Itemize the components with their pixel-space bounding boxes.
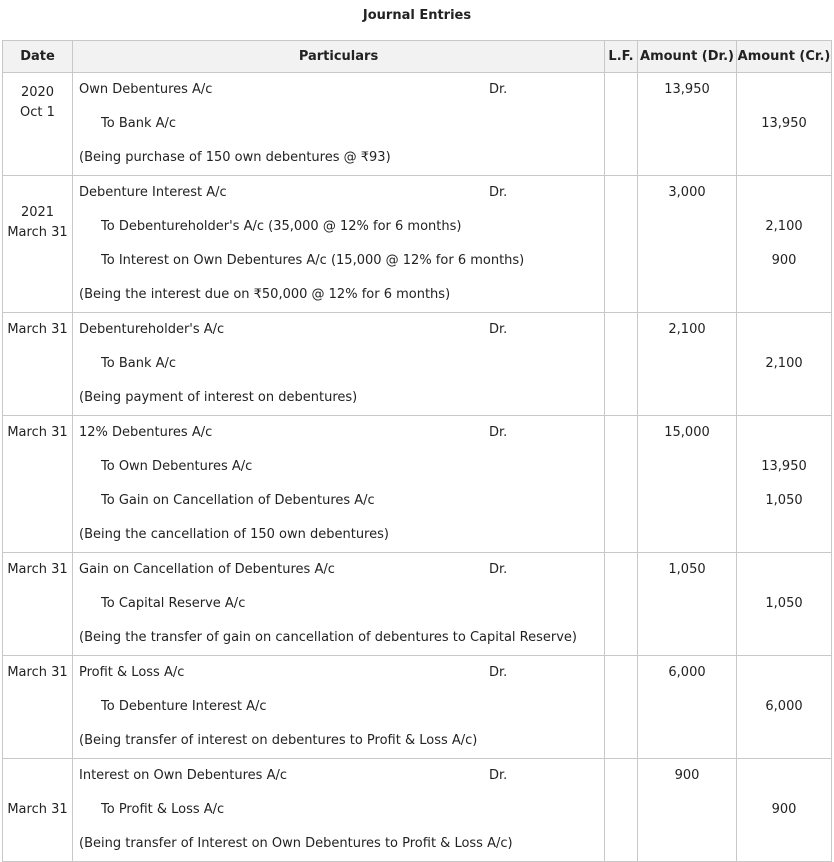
credit-account: To Bank A/c bbox=[101, 116, 177, 131]
header-particulars: Particulars bbox=[73, 41, 605, 73]
table-row bbox=[3, 416, 832, 553]
debit-account: 12% Debentures A/c bbox=[79, 425, 213, 440]
dr-mark: Dr. bbox=[489, 665, 508, 680]
dr-mark: Dr. bbox=[489, 322, 508, 337]
debit-account: Debenture Interest A/c bbox=[79, 185, 227, 200]
page-title: Journal Entries bbox=[362, 8, 472, 23]
narration: (Being the interest due on ₹50,000 @ 12% for 6 months) bbox=[79, 287, 451, 302]
entry-amount-dr bbox=[638, 73, 737, 176]
entry-amount-cr bbox=[737, 416, 832, 553]
entry-particulars bbox=[73, 313, 605, 416]
entry-amount-dr bbox=[638, 759, 737, 862]
entry-date bbox=[3, 176, 73, 313]
credit-account: To Debenture Interest A/c bbox=[101, 699, 267, 714]
entry-particulars bbox=[73, 656, 605, 759]
narration: (Being transfer of Interest on Own Debentures to Profit & Loss A/c) bbox=[79, 836, 513, 851]
header-amount-cr: Amount (Cr.) bbox=[737, 41, 832, 73]
date-line: March 31 bbox=[7, 322, 68, 337]
credit-amount: 2,100 bbox=[765, 219, 803, 234]
entry-lf bbox=[605, 553, 638, 656]
credit-amount: 13,950 bbox=[761, 459, 807, 474]
dr-mark: Dr. bbox=[489, 185, 508, 200]
credit-amount: 2,100 bbox=[765, 356, 803, 371]
dr-mark: Dr. bbox=[489, 768, 508, 783]
entry-amount-cr bbox=[737, 759, 832, 862]
entry-date bbox=[3, 73, 73, 176]
entry-date bbox=[3, 656, 73, 759]
debit-amount: 3,000 bbox=[668, 185, 706, 200]
credit-amount: 13,950 bbox=[761, 116, 807, 131]
table-row bbox=[3, 656, 832, 759]
debit-account: Debentureholder's A/c bbox=[79, 322, 225, 337]
credit-account: To Own Debentures A/c bbox=[101, 459, 253, 474]
entry-amount-cr bbox=[737, 73, 832, 176]
date-line: March 31 bbox=[7, 562, 68, 577]
table-row bbox=[3, 73, 832, 176]
entry-date bbox=[3, 759, 73, 862]
narration: (Being purchase of 150 own debentures @ ₹93) bbox=[79, 150, 391, 165]
entry-particulars bbox=[73, 73, 605, 176]
date-line: 2020 bbox=[20, 85, 55, 100]
entry-particulars bbox=[73, 176, 605, 313]
entry-amount-dr bbox=[638, 553, 737, 656]
credit-amount: 6,000 bbox=[765, 699, 803, 714]
table-row bbox=[3, 176, 832, 313]
narration: (Being the cancellation of 150 own debentures) bbox=[79, 527, 389, 542]
debit-account: Interest on Own Debentures A/c bbox=[79, 768, 288, 783]
debit-amount: 15,000 bbox=[664, 425, 710, 440]
entry-date bbox=[3, 416, 73, 553]
entry-particulars bbox=[73, 553, 605, 656]
debit-amount: 2,100 bbox=[668, 322, 706, 337]
entry-amount-cr bbox=[737, 553, 832, 656]
journal-table bbox=[2, 40, 832, 862]
entry-date bbox=[3, 313, 73, 416]
entry-date bbox=[3, 553, 73, 656]
entry-amount-dr bbox=[638, 176, 737, 313]
date-line: March 31 bbox=[7, 425, 68, 440]
debit-amount: 6,000 bbox=[668, 665, 706, 680]
table-row bbox=[3, 759, 832, 862]
narration: (Being transfer of interest on debentures to Profit & Loss A/c) bbox=[79, 733, 478, 748]
entry-lf bbox=[605, 176, 638, 313]
credit-account: To Interest on Own Debentures A/c (15,000 @ 12% for 6 months) bbox=[101, 253, 525, 268]
entry-lf bbox=[605, 313, 638, 416]
header-date: Date bbox=[3, 41, 73, 73]
entry-lf bbox=[605, 416, 638, 553]
credit-account: To Bank A/c bbox=[101, 356, 177, 371]
dr-mark: Dr. bbox=[489, 425, 508, 440]
credit-account: To Capital Reserve A/c bbox=[101, 596, 246, 611]
header-amount-dr: Amount (Dr.) bbox=[638, 41, 737, 73]
entry-amount-dr bbox=[638, 416, 737, 553]
debit-amount: 13,950 bbox=[664, 82, 710, 97]
entry-amount-cr bbox=[737, 313, 832, 416]
table-row bbox=[3, 553, 832, 656]
credit-account: To Gain on Cancellation of Debentures A/c bbox=[101, 493, 375, 508]
table-row bbox=[3, 313, 832, 416]
entry-particulars bbox=[73, 759, 605, 862]
dr-mark: Dr. bbox=[489, 562, 508, 577]
date-line: March 31 bbox=[7, 802, 68, 817]
date-line: 2021 bbox=[20, 205, 55, 220]
debit-amount: 1,050 bbox=[668, 562, 706, 577]
header-lf: L.F. bbox=[605, 41, 638, 73]
journal-body bbox=[3, 73, 832, 862]
credit-amount: 1,050 bbox=[765, 493, 803, 508]
entry-amount-cr bbox=[737, 656, 832, 759]
debit-amount: 900 bbox=[674, 768, 700, 783]
table-header-row bbox=[3, 41, 832, 73]
entry-particulars bbox=[73, 416, 605, 553]
entry-amount-dr bbox=[638, 313, 737, 416]
date-line: March 31 bbox=[7, 665, 68, 680]
credit-amount: 900 bbox=[771, 253, 797, 268]
entry-lf bbox=[605, 656, 638, 759]
entry-lf bbox=[605, 759, 638, 862]
date-line: Oct 1 bbox=[20, 105, 55, 120]
credit-account: To Debentureholder's A/c (35,000 @ 12% for 6 months) bbox=[101, 219, 462, 234]
debit-account: Own Debentures A/c bbox=[79, 82, 213, 97]
entry-amount-cr bbox=[737, 176, 832, 313]
entry-lf bbox=[605, 73, 638, 176]
entry-amount-dr bbox=[638, 656, 737, 759]
narration: (Being the transfer of gain on cancellation of debentures to Capital Reserve) bbox=[79, 630, 577, 645]
narration: (Being payment of interest on debentures) bbox=[79, 390, 358, 405]
dr-mark: Dr. bbox=[489, 82, 508, 97]
credit-account: To Profit & Loss A/c bbox=[101, 802, 225, 817]
debit-account: Gain on Cancellation of Debentures A/c bbox=[79, 562, 335, 577]
credit-amount: 1,050 bbox=[765, 596, 803, 611]
credit-amount: 900 bbox=[771, 802, 797, 817]
date-line: March 31 bbox=[7, 225, 68, 240]
debit-account: Profit & Loss A/c bbox=[79, 665, 185, 680]
